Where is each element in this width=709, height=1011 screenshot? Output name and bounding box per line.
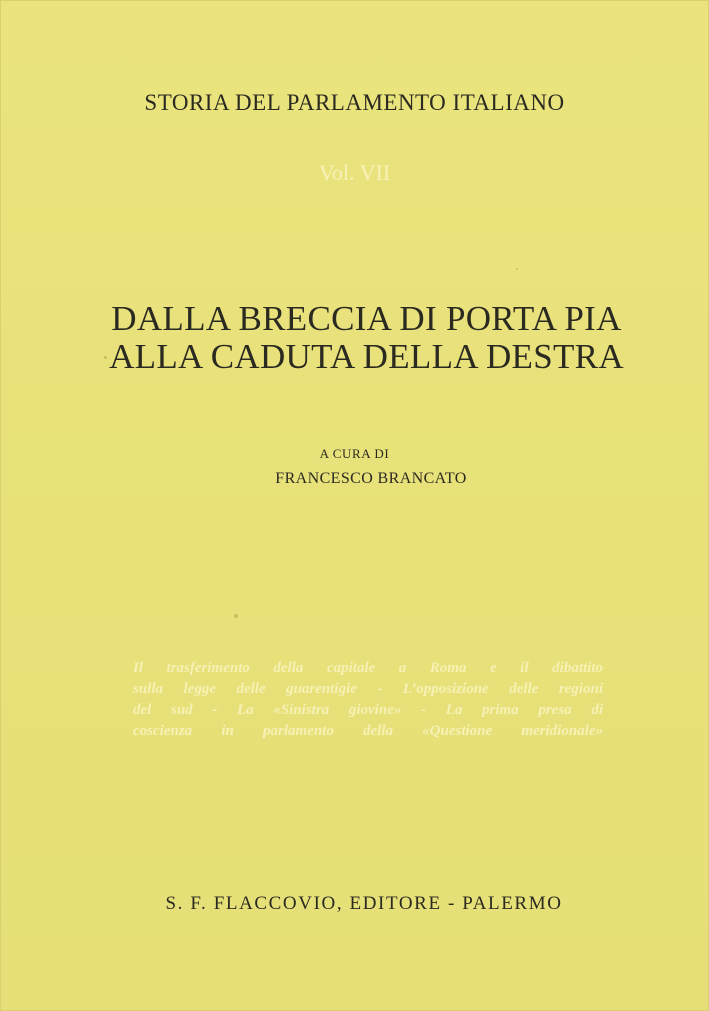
description-line-2: sulla legge delle guarentigie - L’opposizione delle regioni [133, 681, 603, 697]
cover-description [133, 658, 603, 742]
paper-speck [104, 356, 107, 359]
paper-speck [516, 268, 518, 270]
volume-label: Vol. VII [318, 160, 391, 185]
publisher-imprint: S. F. FLACCOVIO, EDITORE - PALERMO [165, 893, 563, 914]
editor-label: A CURA DI [319, 446, 390, 461]
description-line-3: del sud - La «Sinistra giovine» - La prima presa di [133, 702, 603, 718]
book-title-line-1: DALLA BRECCIA DI PORTA PIA [111, 299, 622, 338]
book-title-line-2: ALLA CADUTA DELLA DESTRA [109, 337, 624, 376]
description-line-4: coscienza in parlamento della «Questione meridionale» [133, 723, 603, 739]
description-line-1: Il trasferimento della capitale a Roma e il dibattito [133, 660, 603, 676]
editor-name: FRANCESCO BRANCATO [275, 470, 467, 487]
book-title [0, 300, 709, 376]
series-title: STORIA DEL PARLAMENTO ITALIANO [144, 90, 565, 115]
paper-speck [234, 614, 238, 618]
